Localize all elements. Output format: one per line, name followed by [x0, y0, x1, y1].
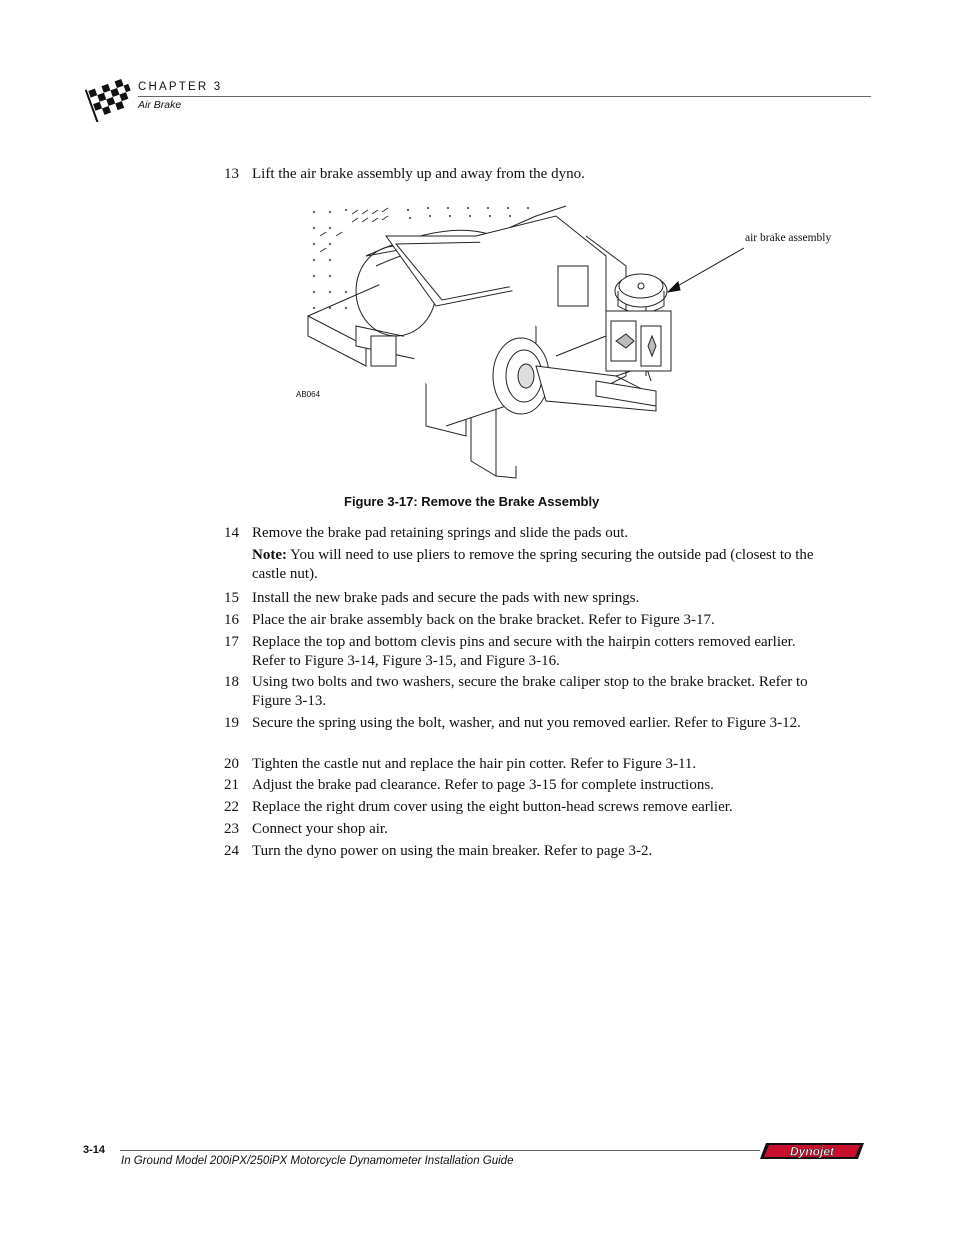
footer-divider: [120, 1150, 760, 1151]
footer-title: In Ground Model 200iPX/250iPX Motorcycle Dynamometer Installation Guide: [121, 1155, 514, 1167]
step-19: [224, 714, 814, 733]
logo-text: Dynojet: [789, 1144, 835, 1159]
chapter-label: CHAPTER 3: [138, 81, 223, 93]
step-text: Using two bolts and two washers, secure the brake caliper stop to the brake bracket. Refer to Figure 3-13.: [252, 674, 808, 709]
step-22: [224, 798, 814, 817]
note-label: Note:: [252, 547, 287, 563]
step-number: 19: [224, 715, 239, 731]
step-number: 22: [224, 799, 239, 815]
step-23: [224, 820, 814, 839]
step-text: Place the air brake assembly back on the brake bracket. Refer to Figure 3-17.: [252, 612, 715, 628]
figure-code: AB064: [296, 390, 321, 399]
step-14: [224, 524, 814, 543]
section-label: Air Brake: [138, 99, 182, 111]
step-17: [224, 633, 814, 671]
step-number: 15: [224, 590, 239, 606]
step-text: Install the new brake pads and secure the pads with new springs.: [252, 590, 640, 606]
checkered-flag-icon: [82, 74, 138, 122]
note-text: You will need to use pliers to remove the spring securing the outside pad (closest to the castle nut).: [252, 547, 814, 582]
step-text: Replace the top and bottom clevis pins and secure with the hairpin cotters removed earlier. Refer to Figure 3-14, Figure 3-15, and Figure 3-16.: [252, 634, 796, 669]
step-13: [224, 165, 814, 184]
step-text: Remove the brake pad retaining springs and slide the pads out.: [252, 525, 629, 541]
step-text: Replace the right drum cover using the eight button-head screws remove earlier.: [252, 799, 733, 815]
step-text: Connect your shop air.: [252, 821, 388, 837]
step-number: 16: [224, 612, 239, 628]
page-number: 3-14: [83, 1144, 106, 1156]
step-15: [224, 589, 814, 608]
figure-callout: air brake assembly: [745, 232, 832, 244]
header-divider: [138, 96, 871, 97]
step-16: [224, 611, 814, 630]
step-text: Turn the dyno power on using the main breaker. Refer to page 3-2.: [252, 843, 653, 859]
step-number: 18: [224, 674, 239, 690]
step-24: [224, 842, 814, 861]
brake-assembly-figure: [296, 196, 856, 486]
step-20: [224, 755, 814, 774]
step-number: 17: [224, 634, 239, 650]
step-number: 21: [224, 777, 239, 793]
step-text: Secure the spring using the bolt, washer, and nut you removed earlier. Refer to Figure 3-12.: [252, 715, 801, 731]
dynojet-logo: [760, 1141, 866, 1161]
step-text: Tighten the castle nut and replace the hair pin cotter. Refer to Figure 3-11.: [252, 756, 697, 772]
step-text: Lift the air brake assembly up and away from the dyno.: [252, 166, 585, 182]
step-text: Adjust the brake pad clearance. Refer to page 3-15 for complete instructions.: [252, 777, 714, 793]
step-number: 23: [224, 821, 239, 837]
step-number: 20: [224, 756, 239, 772]
step-18: [224, 673, 814, 711]
step-number: 24: [224, 843, 239, 859]
figure-caption: Figure 3-17: Remove the Brake Assembly: [344, 494, 600, 509]
step-number: 13: [224, 166, 239, 182]
note: [252, 546, 817, 584]
step-21: [224, 776, 814, 795]
step-number: 14: [224, 525, 239, 541]
